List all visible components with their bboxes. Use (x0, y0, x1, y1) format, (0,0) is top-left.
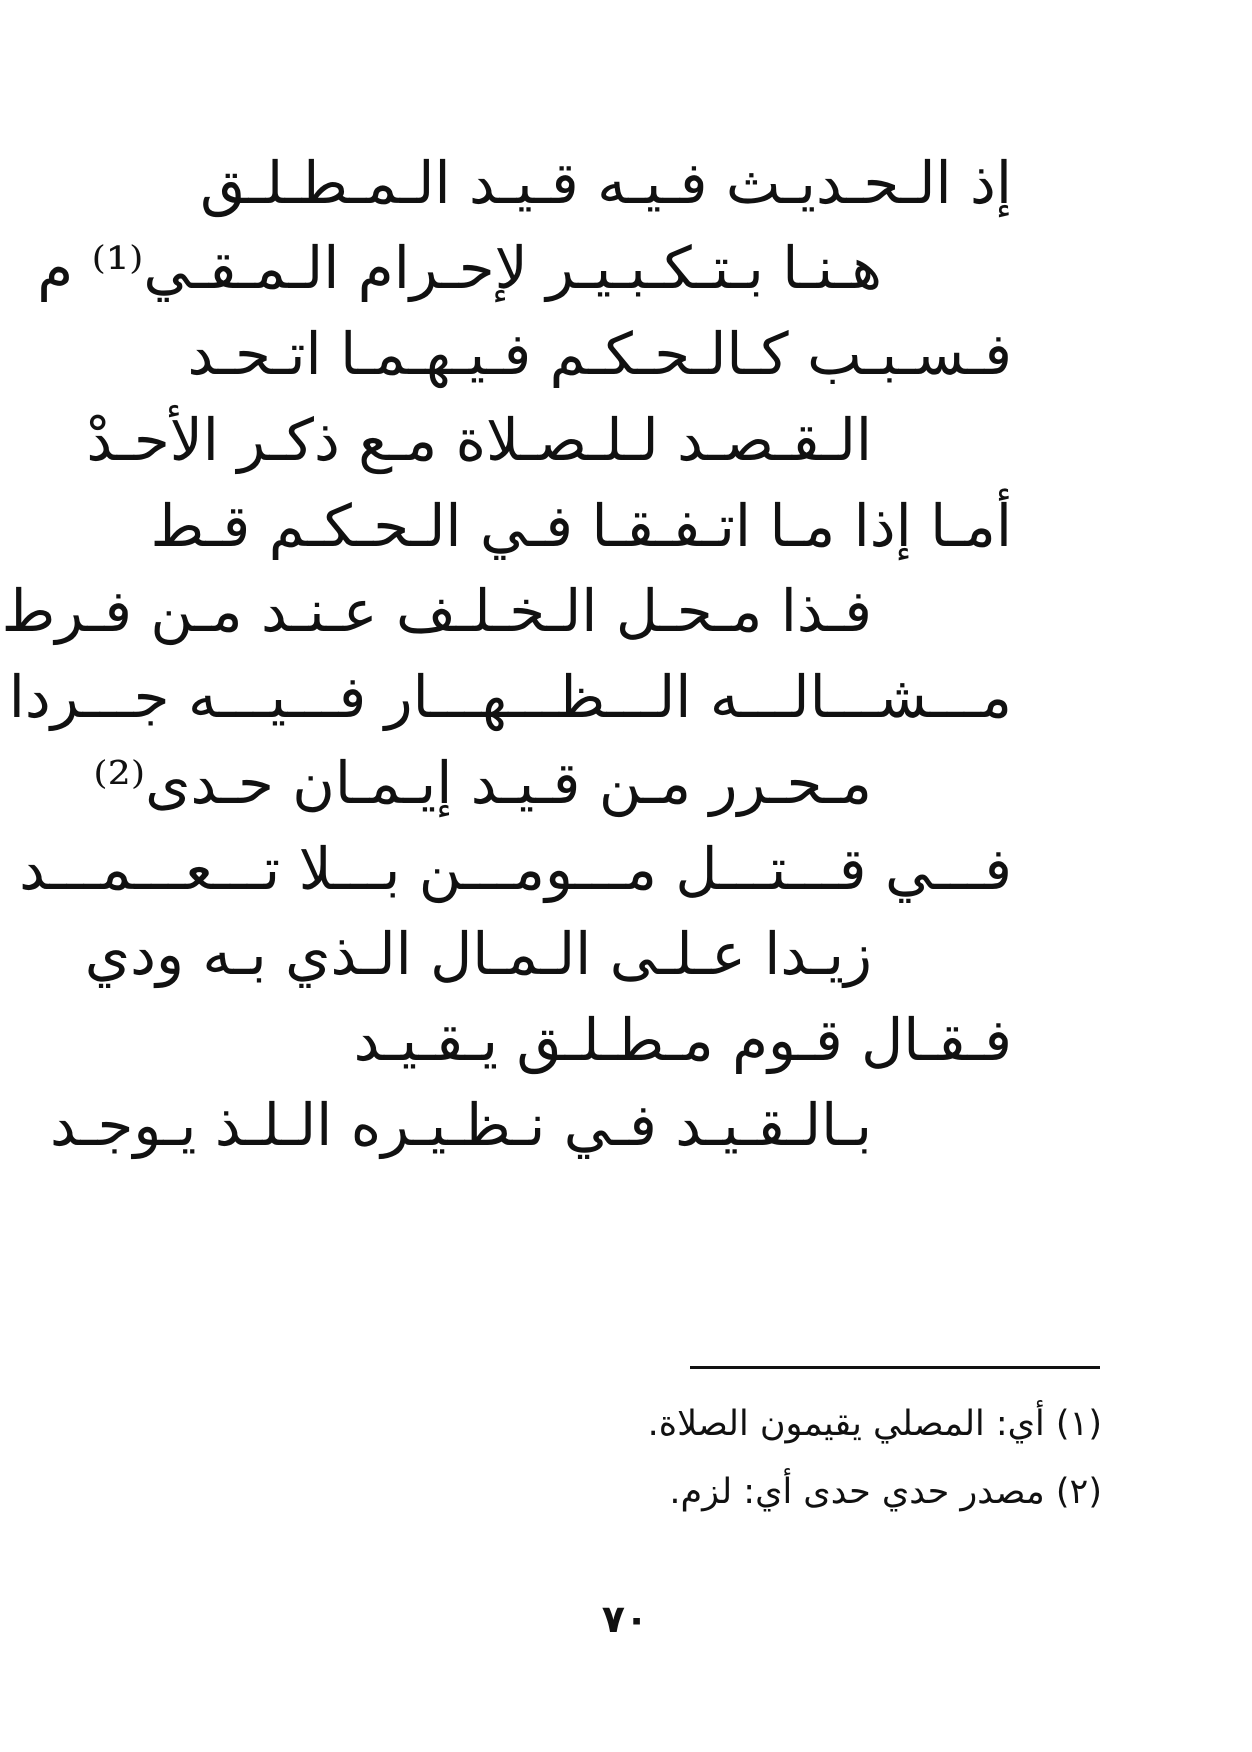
footnote-separator (690, 1366, 1100, 1369)
verse-line-3: فـسـبـب كـالـحـكـم فـيـهـمـا اتـحـد (187, 320, 1012, 388)
verse-line-5: أمـا إذا مـا اتـفـقـا فـي الـحـكـم قـط (150, 492, 1012, 560)
verse-line-12: بـالـقـيـد فـي نـظـيـره الـلـذ يـوجـد (50, 1091, 872, 1159)
verse-line-11: فـقـال قـوم مـطـلـق يـقـيـد (353, 1006, 1012, 1074)
page-number: ٧٠ (601, 1597, 649, 1641)
verse-line-7: مـــشـــالـــه الـــظـــهـــار فـــيـــه جـــردا (8, 663, 1012, 731)
verse-line-10: زيـدا عـلـى الـمـال الـذي بـه ودي (84, 920, 872, 988)
footnote-1: (١) أي: المصلي يقيمون الصلاة. (647, 1404, 1102, 1444)
verse-line-6: فـذا مـحـل الـخـلـف عـنـد مـن فـرط (1, 577, 872, 645)
footnote-2: (٢) مصدر حدي حدى أي: لزم. (669, 1472, 1102, 1512)
verse-line-9: فـــي قـــتـــل مـــومـــن بـــلا تـــعـــمـــد (19, 835, 1012, 903)
verse-line-2: هـنـا بـتـكـبـيـر لإحـرام الـمـقـي⁽¹⁾ م (37, 234, 882, 302)
verse-line-4: الـقـصـد لـلـصـلاة مـع ذكـر الأحـدْ (86, 406, 872, 474)
verse-line-8: مـحـرر مـن قـيـد إيـمـان حـدى⁽²⁾ (93, 749, 872, 817)
verse-line-1: إذ الـحـديـث فـيـه قـيـد الـمـطـلـق (200, 149, 1012, 217)
